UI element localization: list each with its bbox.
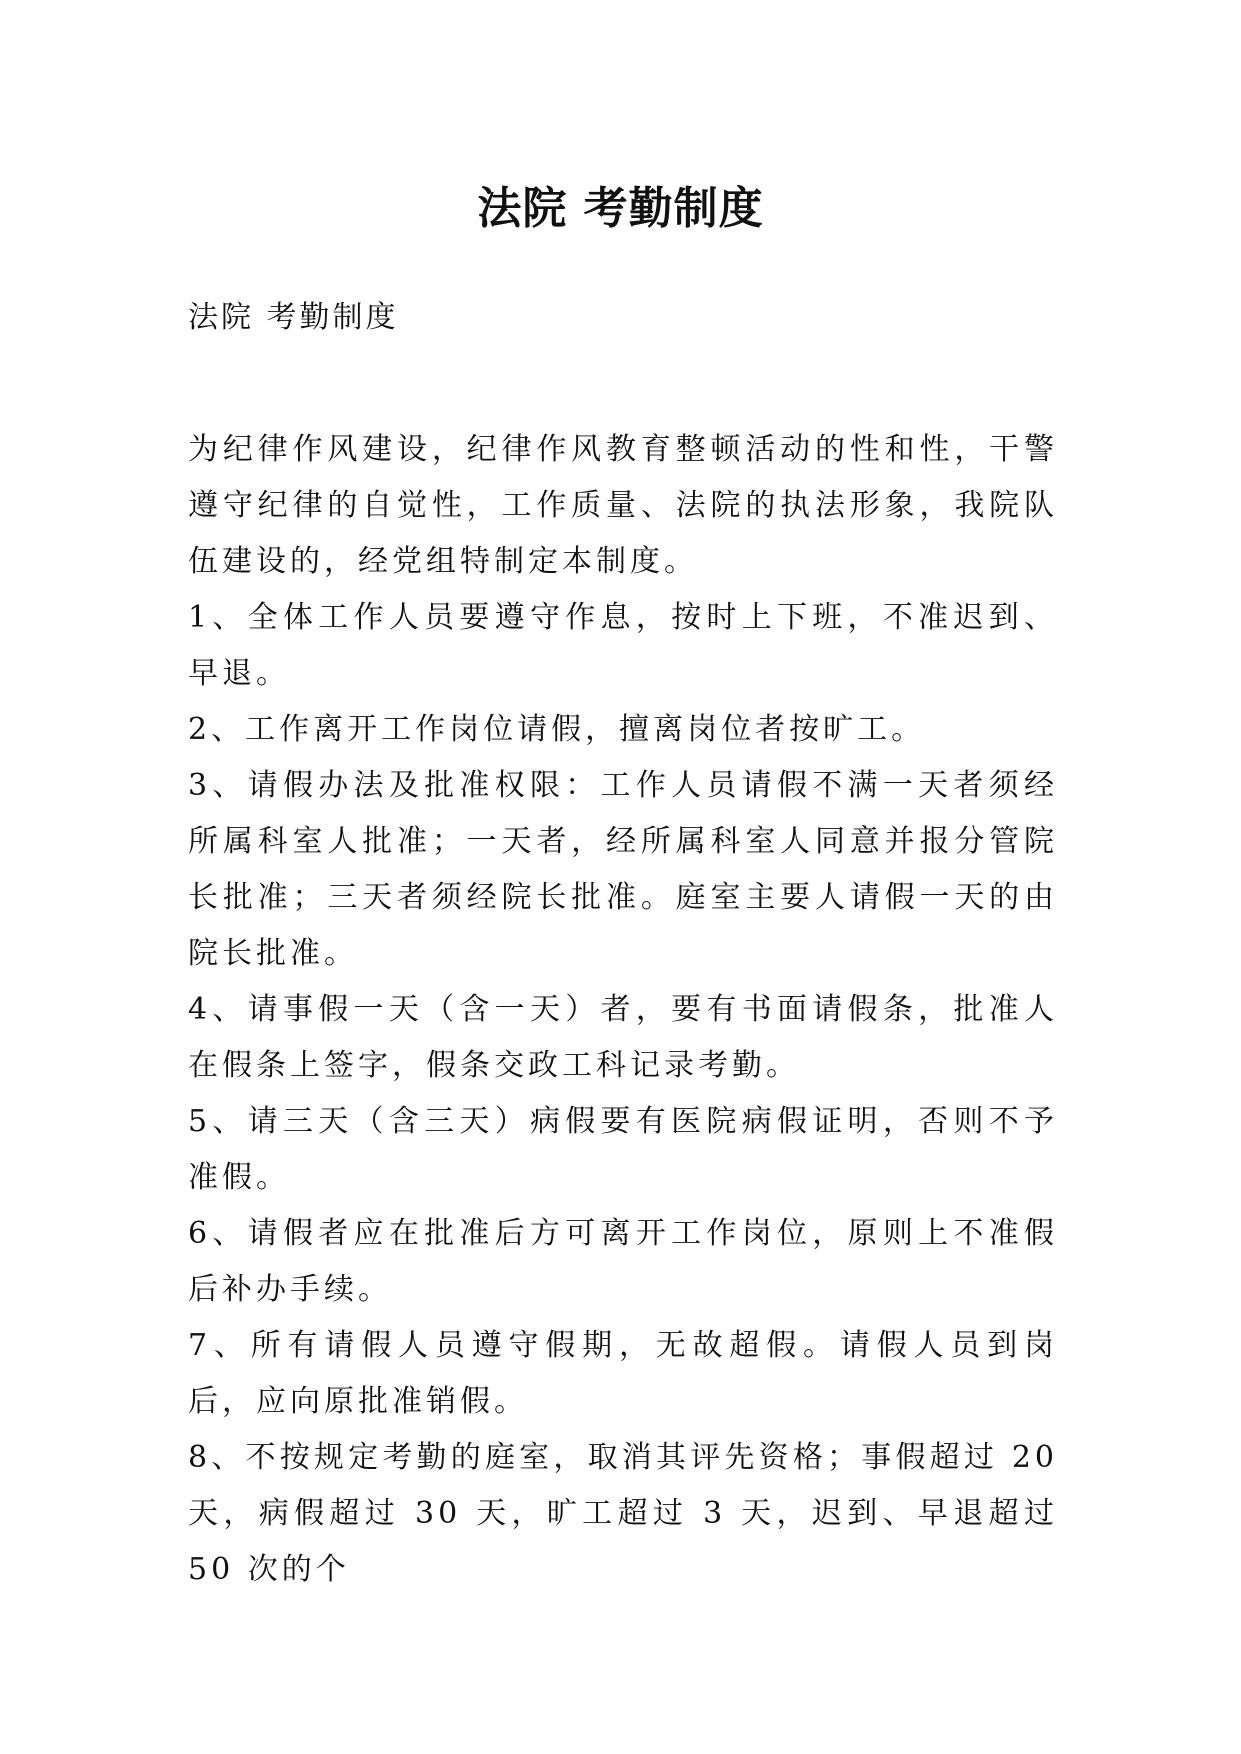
document-body [188, 290, 1058, 1598]
paragraph-rule-3: 3、请假办法及批准权限：工作人员请假不满一天者须经所属科室人批准；一天者，经所属科室人同意并报分管院长批准；三天者须经院长批准。庭室主要人请假一天的由院长批准。 [188, 768, 1058, 971]
document-title: 法院 考勤制度 [477, 183, 764, 235]
paragraph-rule-5: 5、请三天（含三天）病假要有医院病假证明，否则不予准假。 [188, 1104, 1058, 1195]
paragraph-intro: 为纪律作风建设，纪律作风教育整顿活动的性和性，干警遵守纪律的自觉性，工作质量、法院的执法形象，我院队伍建设的，经党组特制定本制度。 [188, 432, 1058, 579]
paragraph-rule-1: 1、全体工作人员要遵守作息，按时上下班，不准迟到、早退。 [188, 600, 1058, 691]
document-subtitle: 法院 考勤制度 [188, 300, 399, 335]
paragraph-rule-6: 6、请假者应在批准后方可离开工作岗位，原则上不准假后补办手续。 [188, 1216, 1058, 1307]
paragraph-rule-8: 8、不按规定考勤的庭室，取消其评先资格；事假超过 20 天，病假超过 30 天，旷工超过 3 天，迟到、早退超过 50 次的个 [188, 1440, 1058, 1587]
paragraph-rule-4: 4、请事假一天（含一天）者，要有书面请假条，批准人在假条上签字，假条交政工科记录考勤。 [188, 992, 1058, 1083]
paragraph-rule-2: 2、工作离开工作岗位请假，擅离岗位者按旷工。 [188, 712, 926, 747]
paragraph-rule-7: 7、所有请假人员遵守假期，无故超假。请假人员到岗后，应向原批准销假。 [188, 1328, 1058, 1419]
